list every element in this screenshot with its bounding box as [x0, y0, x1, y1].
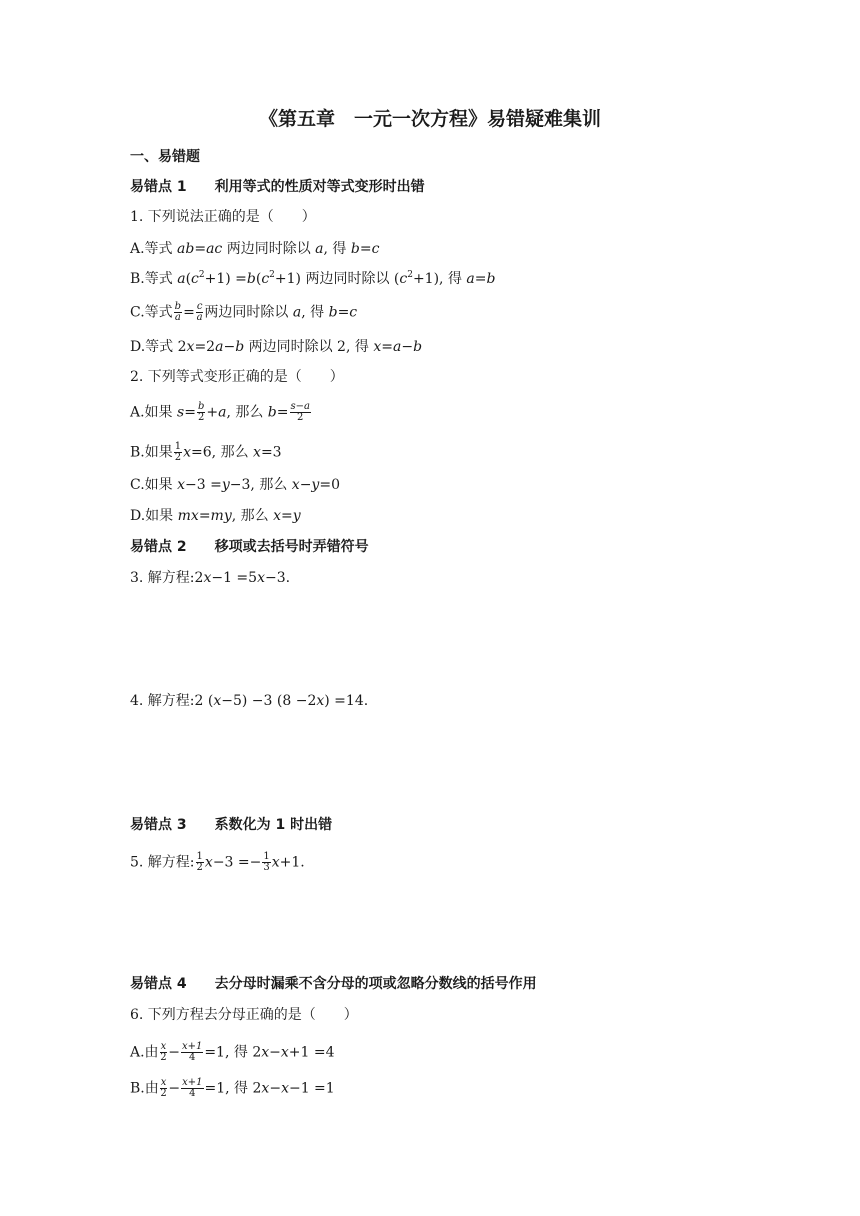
- q6-option-a: A.由 $\frac{x}{2}$ − $\frac{x+1}{4}$ =1, 得 2x−x+1 =4: [130, 1041, 335, 1063]
- fraction: $\frac{b}{2}$: [197, 401, 205, 423]
- error-point-label: 易错点 1: [130, 179, 187, 195]
- fraction: $\frac{x+1}{4}$: [181, 1041, 203, 1063]
- q2-option-b: B.如果 $\frac{1}{2}$ x=6, 那么 x=3: [130, 441, 282, 463]
- error-point-heading: [130, 538, 369, 556]
- q1-option-a: A.等式 ab=ac 两边同时除以 a, 得 b=c: [130, 241, 380, 257]
- question-3: 3. 解方程:2x−1 =5x−3.: [130, 570, 291, 586]
- question-1-stem: 1. 下列说法正确的是（ ）: [130, 209, 316, 225]
- error-point-label: 易错点 2: [130, 539, 187, 555]
- q1-option-b: B.等式 $a(c^2+1) =b(c^2+1)$ 两边同时除以 $(c^2+1)$, 得 a=b: [130, 270, 496, 287]
- q2-option-d: D.如果 mx=my, 那么 x=y: [130, 508, 301, 524]
- error-point-text: 移项或去括号时弄错符号: [214, 539, 369, 555]
- fraction: $\frac{x+1}{4}$: [182, 1077, 203, 1099]
- error-point-heading: [130, 816, 332, 834]
- error-point-heading: [130, 975, 537, 993]
- fraction: $\frac{b}{a}$: [174, 301, 182, 323]
- error-point-text: 去分母时漏乘不含分母的项或忽略分数线的括号作用: [214, 976, 537, 992]
- fraction: $\frac{1}{3}$: [263, 851, 270, 873]
- fraction: $\frac{1}{2}$: [174, 441, 182, 463]
- fraction: $\frac{s-a}{2}$: [290, 401, 310, 423]
- error-point-heading: [130, 178, 425, 196]
- fraction: $\frac{x}{2}$: [160, 1077, 167, 1099]
- q1-option-c: C.等式 $\frac{b}{a}$ = $\frac{c}{a}$ 两边同时除以 a, 得 b=c: [130, 301, 358, 323]
- page-title: 《第五章 一元一次方程》易错疑难集训: [258, 108, 601, 130]
- error-point-text: 系数化为 1 时出错: [214, 817, 333, 833]
- question-6-stem: 6. 下列方程去分母正确的是（ ）: [130, 1007, 358, 1023]
- question-4: 4. 解方程:2 (x−5) −3 (8 −2x) =14.: [130, 693, 369, 709]
- q2-option-a: A.如果 s= $\frac{b}{2}$ +a, 那么 b= $\frac{s-a}{2}$: [130, 401, 310, 423]
- error-point-text: 利用等式的性质对等式变形时出错: [214, 179, 425, 195]
- q2-option-c: C.如果 x−3 =y−3, 那么 x−y=0: [130, 477, 340, 493]
- q1-option-d: D.等式 2x=2a−b 两边同时除以 2, 得 x=a−b: [130, 339, 423, 355]
- question-2-stem: 2. 下列等式变形正确的是（ ）: [130, 369, 344, 385]
- fraction: $\frac{1}{2}$: [196, 851, 203, 873]
- fraction: $\frac{x}{2}$: [160, 1041, 167, 1063]
- error-point-label: 易错点 4: [130, 976, 187, 992]
- error-point-label: 易错点 3: [130, 817, 187, 833]
- fraction: $\frac{c}{a}$: [196, 301, 203, 323]
- section-heading: 一、易错题: [130, 149, 200, 165]
- question-5: 5. 解方程: $\frac{1}{2}$ x−3 =− $\frac{1}{3}$ x+1.: [130, 851, 305, 873]
- q6-option-b: B.由 $\frac{x}{2}$ − $\frac{x+1}{4}$ =1, 得 2x−x−1 =1: [130, 1077, 335, 1099]
